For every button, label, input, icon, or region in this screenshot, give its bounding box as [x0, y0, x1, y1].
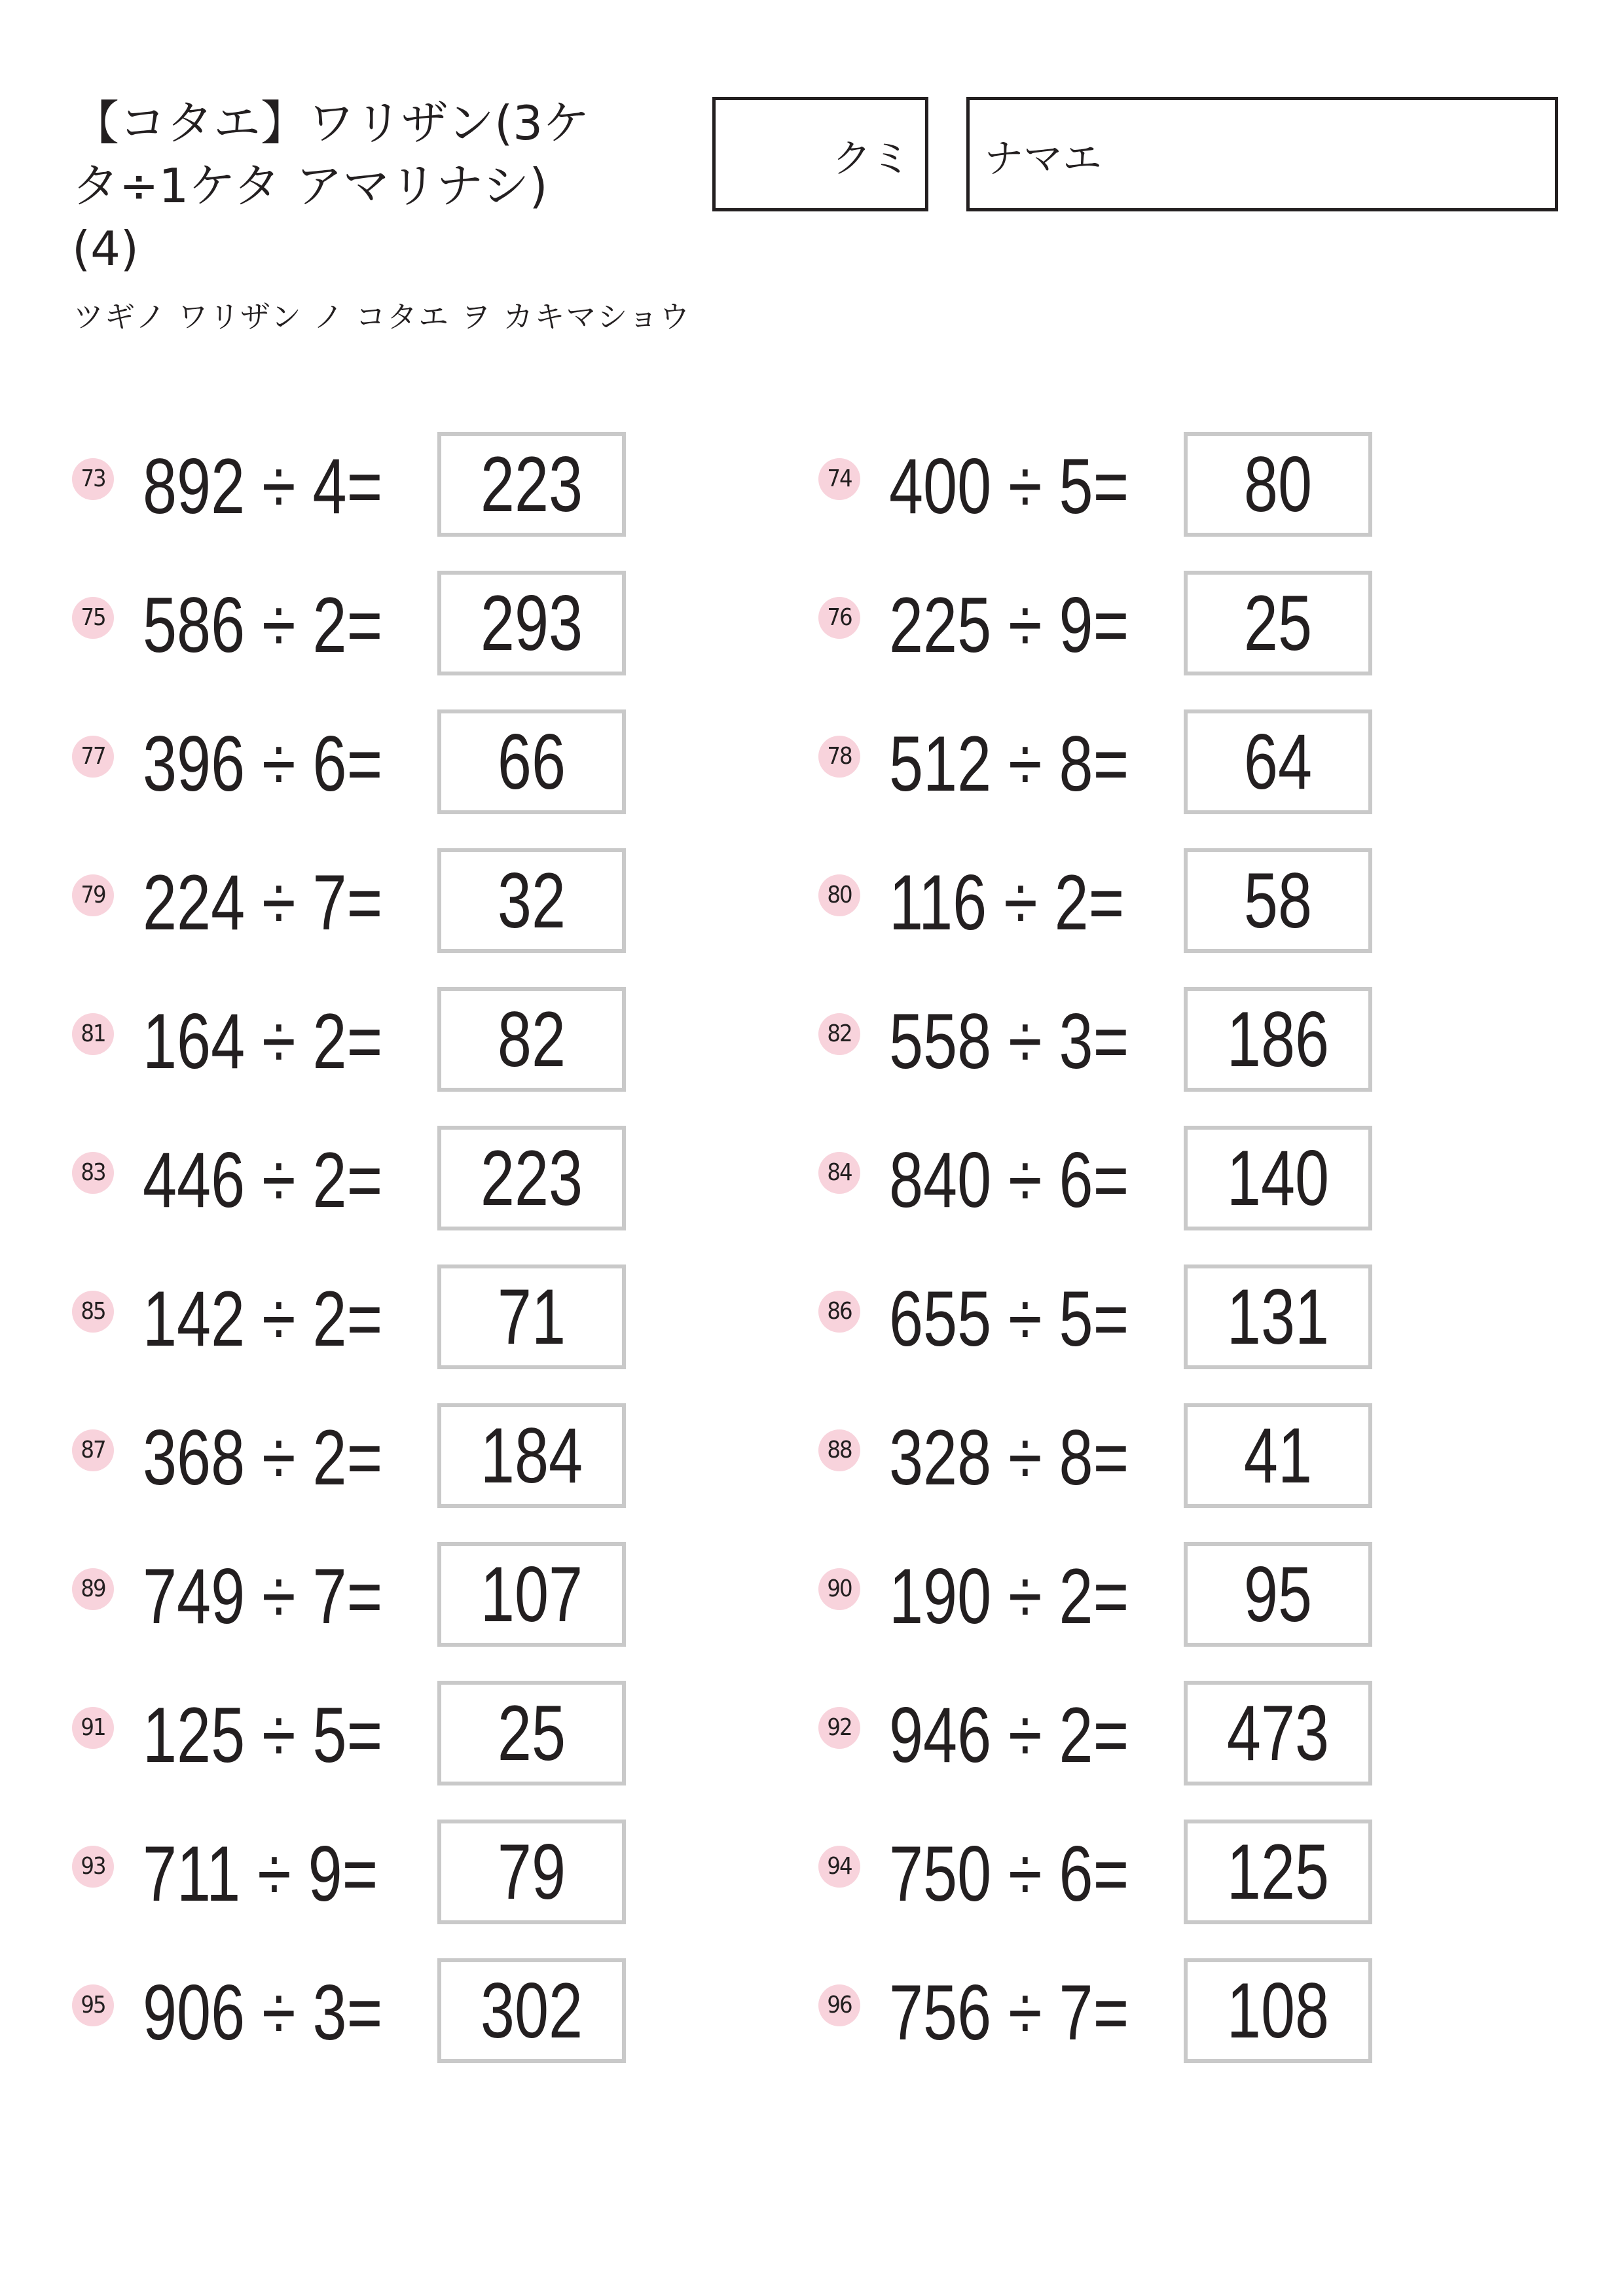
- answer-box[interactable]: [437, 432, 626, 537]
- dividend: 116: [889, 859, 987, 946]
- dividend: 142: [143, 1275, 246, 1363]
- divisor: 5: [1059, 1275, 1093, 1363]
- problem-number-badge: 88: [818, 1429, 860, 1471]
- division-expression: [143, 1970, 382, 2055]
- problem-number-badge: 94: [818, 1846, 860, 1888]
- answer-value: 131: [1226, 1273, 1330, 1361]
- equals-sign: =: [1093, 1830, 1129, 1918]
- divide-sign: ÷: [1008, 1136, 1042, 1224]
- answer-box[interactable]: [1184, 1265, 1372, 1369]
- divide-sign: ÷: [262, 997, 296, 1085]
- divide-sign: ÷: [262, 1691, 296, 1779]
- dividend: 558: [889, 997, 992, 1085]
- answer-value: 82: [497, 996, 566, 1083]
- divisor: 2: [1054, 859, 1089, 946]
- answer-box[interactable]: [437, 1820, 626, 1924]
- divisor: 9: [308, 1830, 342, 1918]
- name-label: ナマエ: [984, 136, 1102, 182]
- divide-sign: ÷: [1008, 1552, 1042, 1640]
- divide-sign: ÷: [262, 1552, 296, 1640]
- answer-value: 41: [1243, 1412, 1313, 1499]
- answer-value: 223: [480, 1134, 583, 1222]
- dividend: 840: [889, 1136, 992, 1224]
- dividend: 224: [143, 859, 246, 946]
- answer-box[interactable]: [1184, 1403, 1372, 1508]
- problem-number-badge: 95: [72, 1984, 114, 2026]
- equals-sign: =: [346, 1136, 383, 1224]
- answer-box[interactable]: [1184, 709, 1372, 814]
- divisor: 2: [312, 581, 347, 669]
- dividend: 655: [889, 1275, 992, 1363]
- answer-box[interactable]: [437, 1542, 626, 1647]
- divide-sign: ÷: [262, 1275, 296, 1363]
- divisor: 6: [1059, 1830, 1093, 1918]
- problem-number-badge: 76: [818, 597, 860, 639]
- equals-sign: =: [1093, 1969, 1129, 2056]
- equals-sign: =: [1093, 1136, 1129, 1224]
- equals-sign: =: [346, 720, 383, 808]
- divide-sign: ÷: [262, 720, 296, 808]
- divide-sign: ÷: [1008, 1830, 1042, 1918]
- answer-value: 107: [480, 1551, 583, 1638]
- equals-sign: =: [346, 1552, 383, 1640]
- equals-sign: =: [1093, 1691, 1129, 1779]
- division-expression: [889, 1138, 1129, 1223]
- division-expression: [889, 860, 1124, 945]
- divisor: 9: [1059, 581, 1093, 669]
- dividend: 164: [143, 997, 246, 1085]
- dividend: 711: [143, 1830, 241, 1918]
- division-expression: [143, 1693, 382, 1778]
- answer-box[interactable]: [1184, 1958, 1372, 2063]
- dividend: 749: [143, 1552, 246, 1640]
- equals-sign: =: [346, 581, 383, 669]
- answer-value: 108: [1226, 1967, 1330, 2054]
- answer-box[interactable]: [437, 1403, 626, 1508]
- equals-sign: =: [346, 997, 383, 1085]
- dividend: 328: [889, 1414, 992, 1501]
- answer-box[interactable]: [1184, 1820, 1372, 1924]
- divisor: 2: [312, 1414, 347, 1501]
- problem-number-badge: 83: [72, 1152, 114, 1194]
- division-expression: [143, 721, 382, 806]
- problem-number-badge: 93: [72, 1846, 114, 1888]
- divisor: 8: [1059, 1414, 1093, 1501]
- dividend: 400: [889, 442, 992, 530]
- problem-number-badge: 79: [72, 874, 114, 916]
- division-expression: [143, 1138, 382, 1223]
- equals-sign: =: [1093, 1414, 1129, 1501]
- division-expression: [889, 1693, 1129, 1778]
- divide-sign: ÷: [262, 442, 296, 530]
- dividend: 906: [143, 1969, 246, 2056]
- divisor: 3: [1059, 997, 1093, 1085]
- divisor: 5: [1059, 442, 1093, 530]
- divisor: 2: [1059, 1691, 1093, 1779]
- divide-sign: ÷: [1008, 1414, 1042, 1501]
- dividend: 892: [143, 442, 246, 530]
- answer-box[interactable]: [437, 1126, 626, 1230]
- equals-sign: =: [342, 1830, 378, 1918]
- divide-sign: ÷: [1008, 1691, 1042, 1779]
- problem-number-badge: 90: [818, 1568, 860, 1610]
- problem-number-badge: 77: [72, 736, 114, 778]
- divide-sign: ÷: [257, 1830, 291, 1918]
- problem-number-badge: 80: [818, 874, 860, 916]
- equals-sign: =: [346, 1414, 383, 1501]
- division-expression: [143, 1415, 382, 1500]
- divisor: 8: [1059, 720, 1093, 808]
- divide-sign: ÷: [1008, 581, 1042, 669]
- dividend: 125: [143, 1691, 246, 1779]
- equals-sign: =: [1093, 1275, 1129, 1363]
- answer-box[interactable]: [1184, 987, 1372, 1092]
- divide-sign: ÷: [1004, 859, 1038, 946]
- problem-number-badge: 75: [72, 597, 114, 639]
- answer-box[interactable]: [437, 848, 626, 953]
- divide-sign: ÷: [1008, 997, 1042, 1085]
- problem-number-badge: 86: [818, 1291, 860, 1333]
- dividend: 512: [889, 720, 992, 808]
- problem-number-badge: 82: [818, 1013, 860, 1055]
- division-expression: [143, 860, 382, 945]
- division-expression: [889, 583, 1129, 668]
- divide-sign: ÷: [1008, 442, 1042, 530]
- divisor: 4: [312, 442, 347, 530]
- division-expression: [889, 444, 1129, 529]
- problem-number-badge: 96: [818, 1984, 860, 2026]
- class-field[interactable]: [712, 97, 928, 211]
- answer-box[interactable]: [437, 1681, 626, 1785]
- division-expression: [889, 1276, 1129, 1361]
- divisor: 6: [312, 720, 347, 808]
- divisor: 7: [312, 859, 347, 946]
- answer-box[interactable]: [1184, 1681, 1372, 1785]
- divide-sign: ÷: [1008, 1275, 1042, 1363]
- answer-box[interactable]: [437, 709, 626, 814]
- divide-sign: ÷: [262, 859, 296, 946]
- dividend: 190: [889, 1552, 992, 1640]
- equals-sign: =: [1093, 1552, 1129, 1640]
- division-expression: [143, 444, 382, 529]
- division-expression: [889, 721, 1129, 806]
- dividend: 756: [889, 1969, 992, 2056]
- equals-sign: =: [346, 442, 383, 530]
- division-expression: [889, 999, 1129, 1084]
- division-expression: [889, 1554, 1129, 1639]
- name-field[interactable]: [966, 97, 1558, 211]
- division-expression: [889, 1970, 1129, 2055]
- title-line: タ÷1ケタ アマリナシ): [72, 158, 548, 213]
- problem-number-badge: 91: [72, 1707, 114, 1749]
- divisor: 2: [1059, 1552, 1093, 1640]
- answer-box[interactable]: [437, 1265, 626, 1369]
- answer-value: 140: [1226, 1134, 1330, 1222]
- answer-box[interactable]: [437, 571, 626, 675]
- dividend: 225: [889, 581, 992, 669]
- answer-value: 223: [480, 440, 583, 528]
- division-expression: [143, 999, 382, 1084]
- title-line: (4): [72, 221, 139, 276]
- answer-value: 95: [1243, 1551, 1313, 1638]
- problem-number-badge: 92: [818, 1707, 860, 1749]
- equals-sign: =: [1088, 859, 1125, 946]
- divisor: 2: [312, 997, 347, 1085]
- title-line: 【コタエ】ワリザン(3ケ: [72, 96, 591, 151]
- answer-value: 25: [497, 1689, 566, 1777]
- answer-value: 64: [1243, 718, 1313, 806]
- answer-value: 473: [1226, 1689, 1330, 1777]
- answer-value: 125: [1226, 1828, 1330, 1916]
- divide-sign: ÷: [262, 581, 296, 669]
- answer-box[interactable]: [437, 987, 626, 1092]
- equals-sign: =: [1093, 581, 1129, 669]
- answer-value: 58: [1243, 857, 1313, 944]
- division-expression: [889, 1415, 1129, 1500]
- dividend: 750: [889, 1830, 992, 1918]
- dividend: 396: [143, 720, 246, 808]
- divide-sign: ÷: [1008, 1969, 1042, 2056]
- answer-value: 79: [497, 1828, 566, 1916]
- answer-box[interactable]: [1184, 432, 1372, 537]
- equals-sign: =: [346, 1691, 383, 1779]
- problem-number-badge: 78: [818, 736, 860, 778]
- answer-value: 184: [480, 1412, 583, 1499]
- instruction-text: ツギノ ワリザン ノ コタエ ヲ カキマショウ: [73, 299, 691, 334]
- equals-sign: =: [1093, 997, 1129, 1085]
- divisor: 6: [1059, 1136, 1093, 1224]
- problem-number-badge: 84: [818, 1152, 860, 1194]
- class-label: クミ: [832, 136, 911, 182]
- answer-value: 32: [497, 857, 566, 944]
- division-expression: [143, 583, 382, 668]
- equals-sign: =: [346, 859, 383, 946]
- equals-sign: =: [346, 1969, 383, 2056]
- divisor: 7: [312, 1552, 347, 1640]
- dividend: 446: [143, 1136, 246, 1224]
- problem-number-badge: 85: [72, 1291, 114, 1333]
- answer-value: 66: [497, 718, 566, 806]
- answer-box[interactable]: [437, 1958, 626, 2063]
- division-expression: [889, 1831, 1129, 1916]
- division-expression: [143, 1831, 378, 1916]
- worksheet-title: [72, 92, 661, 280]
- answer-box[interactable]: [1184, 1126, 1372, 1230]
- answer-value: 186: [1226, 996, 1330, 1083]
- answer-value: 302: [480, 1967, 583, 2054]
- problem-number-badge: 73: [72, 458, 114, 500]
- divide-sign: ÷: [262, 1969, 296, 2056]
- answer-value: 71: [497, 1273, 566, 1361]
- answer-box[interactable]: [1184, 571, 1372, 675]
- divisor: 7: [1059, 1969, 1093, 2056]
- problem-number-badge: 74: [818, 458, 860, 500]
- equals-sign: =: [346, 1275, 383, 1363]
- divide-sign: ÷: [262, 1136, 296, 1224]
- divisor: 2: [312, 1275, 347, 1363]
- problem-number-badge: 81: [72, 1013, 114, 1055]
- answer-value: 293: [480, 579, 583, 667]
- answer-box[interactable]: [1184, 848, 1372, 953]
- dividend: 946: [889, 1691, 992, 1779]
- problem-number-badge: 87: [72, 1429, 114, 1471]
- dividend: 368: [143, 1414, 246, 1501]
- dividend: 586: [143, 581, 246, 669]
- problem-number-badge: 89: [72, 1568, 114, 1610]
- divide-sign: ÷: [262, 1414, 296, 1501]
- division-expression: [143, 1276, 382, 1361]
- divide-sign: ÷: [1008, 720, 1042, 808]
- answer-box[interactable]: [1184, 1542, 1372, 1647]
- equals-sign: =: [1093, 442, 1129, 530]
- divisor: 3: [312, 1969, 347, 2056]
- division-expression: [143, 1554, 382, 1639]
- divisor: 5: [312, 1691, 347, 1779]
- equals-sign: =: [1093, 720, 1129, 808]
- divisor: 2: [312, 1136, 347, 1224]
- answer-value: 25: [1243, 579, 1313, 667]
- answer-value: 80: [1243, 440, 1313, 528]
